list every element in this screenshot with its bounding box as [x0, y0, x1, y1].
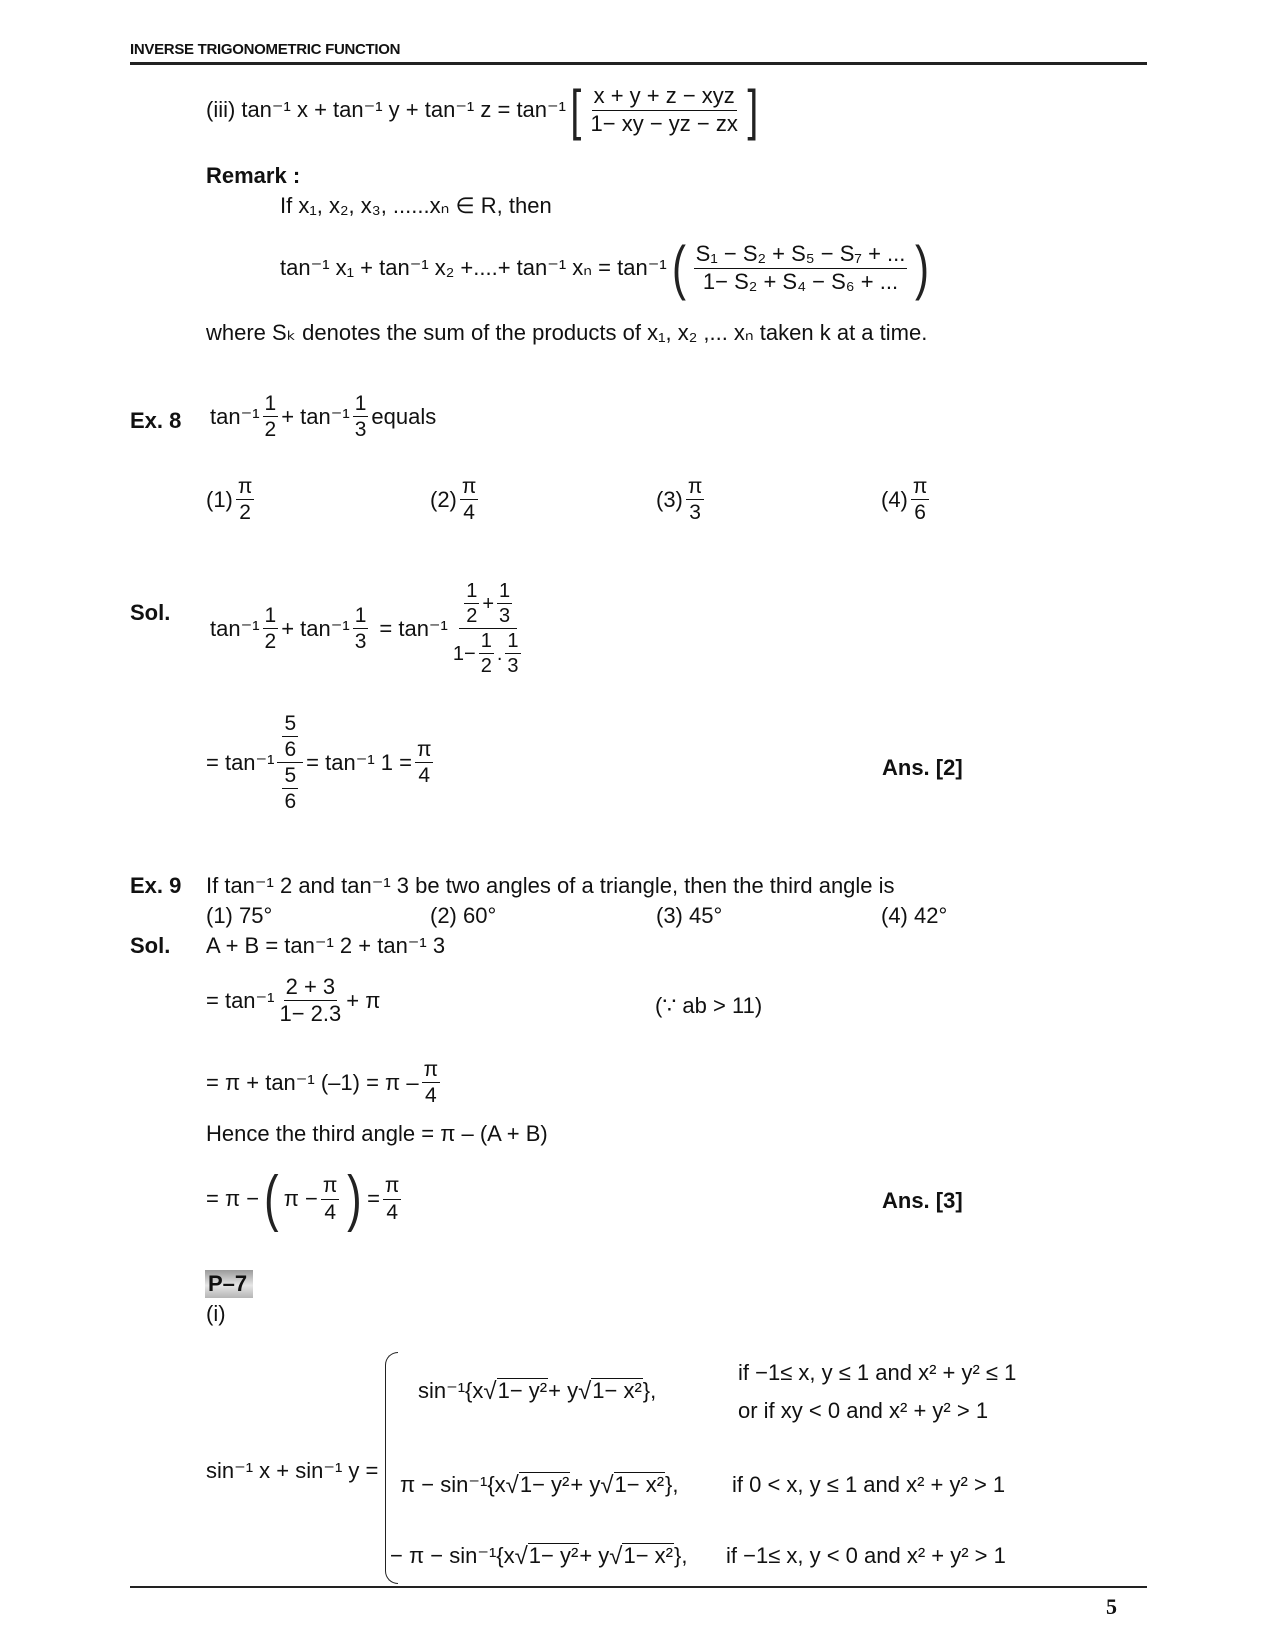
sqrt-icon: √ — [505, 1471, 519, 1499]
num-half — [464, 580, 479, 627]
eq-pi-minus: = π − — [206, 1186, 260, 1211]
sqrt-1 — [483, 1378, 548, 1403]
sqrt-icon: √ — [483, 1377, 497, 1405]
ex8-frac2 — [353, 392, 369, 441]
radicand: 1− y² — [519, 1472, 570, 1498]
sqrt-icon: √ — [578, 1377, 592, 1405]
plus-y: + y — [579, 1543, 610, 1568]
num: 1 — [353, 604, 369, 629]
sqrt-2 — [578, 1378, 643, 1403]
footer-rule — [130, 1586, 1147, 1588]
num: π — [460, 475, 479, 500]
ex9-step1: A + B = tan⁻¹ 2 + tan⁻¹ 3 — [206, 933, 446, 958]
den: 2 — [239, 501, 251, 525]
ex9-answer: Ans. [3] — [882, 1188, 963, 1213]
ex8-equals-word: equals — [371, 403, 437, 429]
pi-over-four-result — [383, 1174, 402, 1223]
den: 4 — [424, 1084, 437, 1108]
num: 1 — [507, 630, 519, 652]
ex8-answer: Ans. [2] — [882, 755, 963, 780]
den: 3 — [507, 655, 519, 677]
ex8-plus-tan: + tan⁻¹ — [281, 403, 350, 429]
plus-y: + y — [570, 1472, 601, 1497]
eq-tan-one: = tan⁻¹ 1 = — [306, 749, 412, 775]
ex8-option-4[interactable] — [881, 475, 932, 524]
radicand: 1− x² — [623, 1543, 673, 1569]
den: 2 — [466, 605, 478, 627]
radicand: 1− x² — [614, 1472, 665, 1498]
pi-over-four — [321, 1174, 340, 1223]
step3-text: = π + tan⁻¹ (–1) = π – — [206, 1069, 419, 1095]
option-label: (2) — [430, 486, 457, 512]
close-brace: }, — [665, 1472, 679, 1497]
remark-formula — [280, 234, 934, 301]
p7-case-3-expr — [390, 1543, 687, 1569]
ex8-label: Ex. 8 — [130, 408, 182, 433]
den: 1− 2.3 — [279, 1001, 342, 1027]
option-label: (4) — [881, 486, 908, 512]
frac-third — [353, 604, 369, 653]
remark-fraction — [694, 242, 908, 293]
num: π — [686, 475, 705, 500]
num: 1 — [263, 604, 279, 629]
formula-iii-numerator: x + y + z − xyz — [592, 84, 737, 110]
close-brace: }, — [642, 1378, 657, 1403]
remark-title: Remark : — [206, 163, 301, 188]
compound-numerator: $\frac{1}{2}$ + $\frac{1}{3}$ — [459, 580, 517, 629]
left-paren-icon: ( — [264, 1164, 279, 1233]
expr-prefix: π − sin⁻¹{x — [400, 1472, 506, 1497]
eq-tan-inv: = tan⁻¹ — [379, 615, 448, 641]
radicand: 1− y² — [497, 1378, 548, 1404]
five-sixths-2 — [282, 764, 298, 813]
ex9-fraction — [277, 975, 343, 1026]
den-half — [479, 630, 494, 677]
option-fraction — [460, 475, 479, 524]
ex9-note: (∵ ab > 11) — [655, 993, 763, 1018]
den: 3 — [499, 605, 511, 627]
num: 1 — [480, 630, 492, 652]
five-sixths — [282, 712, 298, 761]
remark-line1: If x₁, x₂, x₃, ......xₙ ∈ R, then — [280, 193, 552, 218]
ex9-step3 — [206, 1058, 443, 1107]
radicand: 1− y² — [528, 1543, 579, 1569]
sqrt-icon: √ — [600, 1471, 614, 1499]
remark-footnote: where Sₖ denotes the sum of the products of x₁, x₂ ,... xₙ taken k at a time. — [206, 320, 928, 345]
den: 4 — [418, 764, 431, 788]
outer-den — [277, 763, 303, 813]
num: 2 + 3 — [284, 975, 338, 1001]
sqrt-2 — [600, 1472, 665, 1497]
header-rule — [130, 62, 1147, 65]
den: 3 — [689, 501, 701, 525]
ex9-option-2[interactable]: (2) 60° — [430, 903, 497, 928]
five-sixths-over-five-sixths — [277, 712, 303, 813]
sqrt-2 — [609, 1543, 674, 1568]
pi-over-four — [422, 1058, 441, 1107]
num: 1 — [466, 580, 478, 602]
p7-case-1-cond: if −1≤ x, y ≤ 1 and x² + y² ≤ 1 — [738, 1360, 1017, 1385]
formula-iii-lhs: tan⁻¹ x + tan⁻¹ y + tan⁻¹ z = tan⁻¹ — [241, 97, 566, 122]
equals: = — [367, 1186, 380, 1211]
frac-half — [263, 604, 279, 653]
ex8-sol-step2 — [206, 712, 436, 813]
ex9-step5 — [206, 1164, 404, 1233]
right-paren-icon: ) — [915, 234, 930, 301]
plus-tan: + tan⁻¹ — [281, 615, 350, 641]
den: 3 — [354, 630, 367, 653]
den: 2 — [264, 630, 277, 653]
plus-pi: + π — [346, 987, 381, 1013]
num: 5 — [282, 764, 298, 789]
left-bracket-icon: [ — [570, 78, 582, 141]
num: π — [415, 738, 434, 763]
ex8-question — [210, 392, 436, 441]
p7-badge: P–7 — [205, 1270, 253, 1298]
ex9-option-1[interactable]: (1) 75° — [206, 903, 273, 928]
remark-lhs: tan⁻¹ x₁ + tan⁻¹ x₂ +....+ tan⁻¹ xₙ = tan⁻¹ — [280, 255, 667, 280]
remark-denominator: 1− S₂ + S₄ − S₆ + ... — [702, 268, 899, 294]
pi-minus: π − — [283, 1186, 318, 1211]
expr-prefix: − π − sin⁻¹{x — [390, 1543, 515, 1568]
compound-denominator: 1− $\frac{1}{2}$ . $\frac{1}{3}$ — [452, 630, 519, 677]
running-header: INVERSE TRIGONOMETRIC FUNCTION — [130, 41, 401, 58]
right-paren-icon: ) — [347, 1164, 362, 1233]
ex9-label: Ex. 9 — [130, 873, 182, 898]
ex9-sol-label: Sol. — [130, 933, 171, 958]
num: 1 — [353, 392, 369, 417]
one-minus: 1− — [452, 642, 476, 665]
den: 4 — [463, 501, 475, 525]
den: 6 — [284, 738, 297, 762]
ex8-frac1 — [263, 392, 279, 441]
num: 1 — [499, 580, 511, 602]
ex8-sol-label: Sol. — [130, 600, 171, 625]
option-fraction — [686, 475, 705, 524]
tan-inv: tan⁻¹ — [210, 615, 260, 641]
option-fraction — [236, 475, 255, 524]
outer-num — [277, 712, 303, 763]
eq-tan-inv: = tan⁻¹ — [206, 987, 275, 1013]
num: π — [383, 1174, 402, 1199]
den: 2 — [480, 655, 492, 677]
num: 5 — [282, 712, 298, 737]
formula-iii-fraction — [589, 84, 740, 135]
num: 1 — [263, 392, 279, 417]
p7-case-3-cond: if −1≤ x, y < 0 and x² + y² > 1 — [726, 1543, 1006, 1568]
num: π — [236, 475, 255, 500]
left-paren-icon: ( — [671, 234, 686, 301]
ex9-question: If tan⁻¹ 2 and tan⁻¹ 3 be two angles of a triangle, then the third angle is — [206, 873, 895, 898]
ex8-sol-step1 — [210, 580, 529, 677]
den-third — [505, 630, 520, 677]
compound-fraction — [451, 580, 526, 677]
radicand: 1− x² — [592, 1378, 642, 1404]
formula-iii-label: (iii) — [206, 97, 236, 122]
den: 4 — [386, 1200, 399, 1224]
remark-numerator: S₁ − S₂ + S₅ − S₇ + ... — [694, 242, 908, 268]
formula-iii-denominator: 1− xy − yz − zx — [590, 110, 738, 136]
ex9-option-3[interactable]: (3) 45° — [656, 903, 723, 928]
sqrt-1 — [506, 1472, 571, 1497]
option-label: (1) — [206, 486, 233, 512]
num: π — [422, 1058, 441, 1083]
sqrt-icon: √ — [514, 1542, 528, 1570]
eq-tan-inv: = tan⁻¹ — [206, 749, 275, 775]
p7-lhs: sin⁻¹ x + sin⁻¹ y = — [206, 1458, 379, 1483]
formula-iii — [206, 78, 762, 141]
ex8-option-2[interactable] — [430, 475, 481, 524]
ex8-option-3[interactable] — [656, 475, 707, 524]
option-label: (3) — [656, 486, 683, 512]
den: 4 — [324, 1200, 336, 1224]
right-bracket-icon: ] — [747, 78, 759, 141]
sqrt-1 — [515, 1543, 580, 1568]
pi-over-four — [415, 738, 434, 787]
den: 6 — [284, 790, 297, 814]
expr-prefix: sin⁻¹{x — [418, 1378, 484, 1403]
ex9-option-4[interactable]: (4) 42° — [881, 903, 948, 928]
page-number: 5 — [1106, 1594, 1117, 1619]
ex9-step2 — [206, 975, 380, 1026]
close-brace: }, — [674, 1543, 688, 1568]
p7-case-2-cond: if 0 < x, y ≤ 1 and x² + y² > 1 — [732, 1472, 1006, 1497]
den: 3 — [354, 418, 367, 442]
p7-case-1-cond2: or if xy < 0 and x² + y² > 1 — [738, 1398, 989, 1423]
ex9-step4: Hence the third angle = π – (A + B) — [206, 1121, 548, 1146]
num-third — [497, 580, 512, 627]
sqrt-icon: √ — [609, 1542, 623, 1570]
num: π — [321, 1174, 340, 1199]
plus-y: + y — [548, 1378, 579, 1403]
num: π — [911, 475, 930, 500]
den: 6 — [914, 501, 926, 525]
p7-case-2-expr — [400, 1472, 679, 1498]
p7-sub: (i) — [206, 1301, 226, 1326]
ex8-tan1: tan⁻¹ — [210, 403, 260, 429]
option-fraction — [911, 475, 930, 524]
ex8-option-1[interactable] — [206, 475, 257, 524]
p7-case-1-expr — [418, 1378, 656, 1404]
den: 2 — [264, 418, 277, 442]
